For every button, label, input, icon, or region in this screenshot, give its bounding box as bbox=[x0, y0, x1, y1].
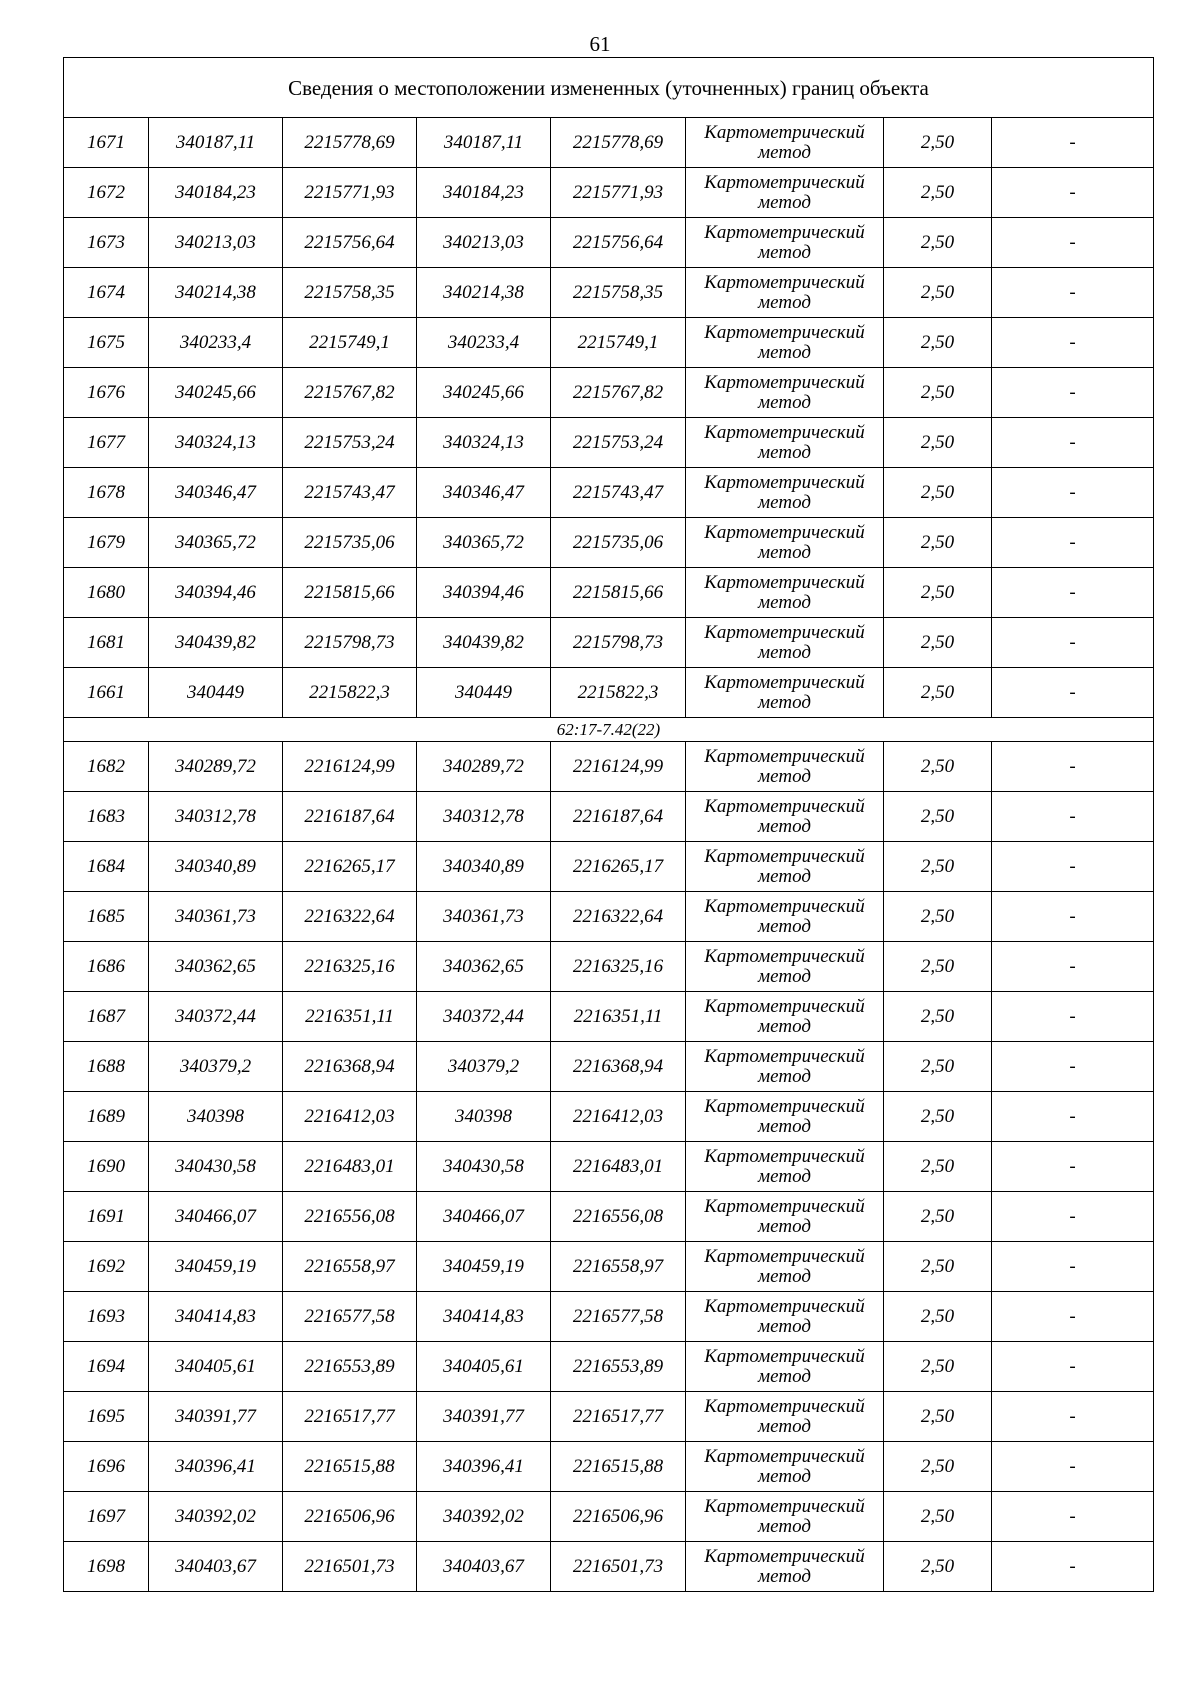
y-new-cell: 2216577,58 bbox=[551, 1292, 686, 1342]
accuracy-cell: 2,50 bbox=[884, 1342, 992, 1392]
x-existing-cell: 340398 bbox=[149, 1092, 283, 1142]
determination-method-cell: Картометрический метод bbox=[686, 1392, 884, 1442]
y-new-cell: 2215735,06 bbox=[551, 518, 686, 568]
y-new-cell: 2216515,88 bbox=[551, 1442, 686, 1492]
x-existing-cell: 340372,44 bbox=[149, 992, 283, 1042]
y-new-cell: 2215753,24 bbox=[551, 418, 686, 468]
x-existing-cell: 340187,11 bbox=[149, 118, 283, 168]
point-number-cell: 1679 bbox=[64, 518, 149, 568]
accuracy-cell: 2,50 bbox=[884, 168, 992, 218]
x-existing-cell: 340289,72 bbox=[149, 742, 283, 792]
x-existing-cell: 340233,4 bbox=[149, 318, 283, 368]
x-existing-cell: 340361,73 bbox=[149, 892, 283, 942]
determination-method-cell: Картометрический метод bbox=[686, 1492, 884, 1542]
y-new-cell: 2216124,99 bbox=[551, 742, 686, 792]
table-row bbox=[64, 1342, 1154, 1392]
description-cell: - bbox=[992, 1492, 1154, 1542]
x-existing-cell: 340449 bbox=[149, 668, 283, 718]
description-cell: - bbox=[992, 1192, 1154, 1242]
y-new-cell: 2216501,73 bbox=[551, 1542, 686, 1592]
y-existing-cell: 2216553,89 bbox=[283, 1342, 417, 1392]
y-existing-cell: 2216187,64 bbox=[283, 792, 417, 842]
table-row bbox=[64, 468, 1154, 518]
point-number-cell: 1674 bbox=[64, 268, 149, 318]
y-new-cell: 2215767,82 bbox=[551, 368, 686, 418]
y-new-cell: 2216265,17 bbox=[551, 842, 686, 892]
description-cell: - bbox=[992, 792, 1154, 842]
description-cell: - bbox=[992, 892, 1154, 942]
table-row bbox=[64, 1242, 1154, 1292]
determination-method-cell: Картометрический метод bbox=[686, 1242, 884, 1292]
x-new-cell: 340324,13 bbox=[417, 418, 551, 468]
description-cell: - bbox=[992, 368, 1154, 418]
table-row bbox=[64, 268, 1154, 318]
x-new-cell: 340439,82 bbox=[417, 618, 551, 668]
point-number-cell: 1678 bbox=[64, 468, 149, 518]
description-cell: - bbox=[992, 1542, 1154, 1592]
point-number-cell: 1683 bbox=[64, 792, 149, 842]
y-existing-cell: 2216558,97 bbox=[283, 1242, 417, 1292]
description-cell: - bbox=[992, 668, 1154, 718]
x-new-cell: 340396,41 bbox=[417, 1442, 551, 1492]
table-row bbox=[64, 1192, 1154, 1242]
point-number-cell: 1688 bbox=[64, 1042, 149, 1092]
y-existing-cell: 2215749,1 bbox=[283, 318, 417, 368]
accuracy-cell: 2,50 bbox=[884, 792, 992, 842]
x-existing-cell: 340379,2 bbox=[149, 1042, 283, 1092]
y-new-cell: 2216556,08 bbox=[551, 1192, 686, 1242]
y-existing-cell: 2216325,16 bbox=[283, 942, 417, 992]
description-cell: - bbox=[992, 1242, 1154, 1292]
x-existing-cell: 340245,66 bbox=[149, 368, 283, 418]
x-new-cell: 340346,47 bbox=[417, 468, 551, 518]
x-existing-cell: 340396,41 bbox=[149, 1442, 283, 1492]
table-row bbox=[64, 1392, 1154, 1442]
y-new-cell: 2216553,89 bbox=[551, 1342, 686, 1392]
description-cell: - bbox=[992, 1092, 1154, 1142]
point-number-cell: 1692 bbox=[64, 1242, 149, 1292]
table-row bbox=[64, 1042, 1154, 1092]
determination-method-cell: Картометрический метод bbox=[686, 118, 884, 168]
cadastral-block-label: 62:17-7.42(22) bbox=[64, 718, 1154, 742]
accuracy-cell: 2,50 bbox=[884, 942, 992, 992]
x-new-cell: 340398 bbox=[417, 1092, 551, 1142]
y-existing-cell: 2216351,11 bbox=[283, 992, 417, 1042]
x-existing-cell: 340213,03 bbox=[149, 218, 283, 268]
determination-method-cell: Картометрический метод bbox=[686, 892, 884, 942]
determination-method-cell: Картометрический метод bbox=[686, 842, 884, 892]
determination-method-cell: Картометрический метод bbox=[686, 618, 884, 668]
accuracy-cell: 2,50 bbox=[884, 892, 992, 942]
point-number-cell: 1691 bbox=[64, 1192, 149, 1242]
x-existing-cell: 340439,82 bbox=[149, 618, 283, 668]
point-number-cell: 1686 bbox=[64, 942, 149, 992]
y-existing-cell: 2215767,82 bbox=[283, 368, 417, 418]
y-existing-cell: 2216515,88 bbox=[283, 1442, 417, 1492]
x-new-cell: 340361,73 bbox=[417, 892, 551, 942]
x-new-cell: 340233,4 bbox=[417, 318, 551, 368]
y-new-cell: 2215815,66 bbox=[551, 568, 686, 618]
description-cell: - bbox=[992, 418, 1154, 468]
table-title-row bbox=[64, 58, 1154, 118]
description-cell: - bbox=[992, 468, 1154, 518]
point-number-cell: 1694 bbox=[64, 1342, 149, 1392]
x-new-cell: 340214,38 bbox=[417, 268, 551, 318]
determination-method-cell: Картометрический метод bbox=[686, 1142, 884, 1192]
y-new-cell: 2216483,01 bbox=[551, 1142, 686, 1192]
x-existing-cell: 340324,13 bbox=[149, 418, 283, 468]
description-cell: - bbox=[992, 1042, 1154, 1092]
x-existing-cell: 340405,61 bbox=[149, 1342, 283, 1392]
determination-method-cell: Картометрический метод bbox=[686, 1342, 884, 1392]
accuracy-cell: 2,50 bbox=[884, 1292, 992, 1342]
x-existing-cell: 340362,65 bbox=[149, 942, 283, 992]
description-cell: - bbox=[992, 742, 1154, 792]
x-new-cell: 340430,58 bbox=[417, 1142, 551, 1192]
y-new-cell: 2215758,35 bbox=[551, 268, 686, 318]
accuracy-cell: 2,50 bbox=[884, 1392, 992, 1442]
description-cell: - bbox=[992, 1392, 1154, 1442]
table-row bbox=[64, 1292, 1154, 1342]
x-existing-cell: 340312,78 bbox=[149, 792, 283, 842]
determination-method-cell: Картометрический метод bbox=[686, 318, 884, 368]
y-new-cell: 2215749,1 bbox=[551, 318, 686, 368]
y-new-cell: 2216412,03 bbox=[551, 1092, 686, 1142]
description-cell: - bbox=[992, 518, 1154, 568]
accuracy-cell: 2,50 bbox=[884, 1442, 992, 1492]
x-new-cell: 340449 bbox=[417, 668, 551, 718]
accuracy-cell: 2,50 bbox=[884, 468, 992, 518]
y-existing-cell: 2216265,17 bbox=[283, 842, 417, 892]
x-existing-cell: 340346,47 bbox=[149, 468, 283, 518]
x-new-cell: 340394,46 bbox=[417, 568, 551, 618]
x-existing-cell: 340391,77 bbox=[149, 1392, 283, 1442]
x-new-cell: 340340,89 bbox=[417, 842, 551, 892]
x-new-cell: 340466,07 bbox=[417, 1192, 551, 1242]
table-row bbox=[64, 168, 1154, 218]
point-number-cell: 1671 bbox=[64, 118, 149, 168]
description-cell: - bbox=[992, 842, 1154, 892]
y-new-cell: 2216325,16 bbox=[551, 942, 686, 992]
table-row bbox=[64, 1442, 1154, 1492]
x-new-cell: 340213,03 bbox=[417, 218, 551, 268]
accuracy-cell: 2,50 bbox=[884, 1042, 992, 1092]
point-number-cell: 1676 bbox=[64, 368, 149, 418]
point-number-cell: 1681 bbox=[64, 618, 149, 668]
x-new-cell: 340403,67 bbox=[417, 1542, 551, 1592]
determination-method-cell: Картометрический метод bbox=[686, 942, 884, 992]
y-existing-cell: 2216506,96 bbox=[283, 1492, 417, 1542]
point-number-cell: 1684 bbox=[64, 842, 149, 892]
point-number-cell: 1687 bbox=[64, 992, 149, 1042]
determination-method-cell: Картометрический метод bbox=[686, 1092, 884, 1142]
y-existing-cell: 2216556,08 bbox=[283, 1192, 417, 1242]
table-row bbox=[64, 668, 1154, 718]
accuracy-cell: 2,50 bbox=[884, 668, 992, 718]
y-existing-cell: 2215753,24 bbox=[283, 418, 417, 468]
determination-method-cell: Картометрический метод bbox=[686, 742, 884, 792]
determination-method-cell: Картометрический метод bbox=[686, 1442, 884, 1492]
description-cell: - bbox=[992, 168, 1154, 218]
determination-method-cell: Картометрический метод bbox=[686, 518, 884, 568]
determination-method-cell: Картометрический метод bbox=[686, 792, 884, 842]
point-number-cell: 1677 bbox=[64, 418, 149, 468]
x-new-cell: 340184,23 bbox=[417, 168, 551, 218]
y-new-cell: 2216351,11 bbox=[551, 992, 686, 1042]
x-new-cell: 340391,77 bbox=[417, 1392, 551, 1442]
table-row bbox=[64, 518, 1154, 568]
x-new-cell: 340362,65 bbox=[417, 942, 551, 992]
x-existing-cell: 340214,38 bbox=[149, 268, 283, 318]
determination-method-cell: Картометрический метод bbox=[686, 418, 884, 468]
point-number-cell: 1685 bbox=[64, 892, 149, 942]
table-row bbox=[64, 368, 1154, 418]
table-title: Сведения о местоположении измененных (уточненных) границ объекта bbox=[64, 58, 1154, 118]
table-row bbox=[64, 992, 1154, 1042]
y-existing-cell: 2216501,73 bbox=[283, 1542, 417, 1592]
point-number-cell: 1673 bbox=[64, 218, 149, 268]
table-row bbox=[64, 792, 1154, 842]
description-cell: - bbox=[992, 942, 1154, 992]
y-existing-cell: 2215743,47 bbox=[283, 468, 417, 518]
accuracy-cell: 2,50 bbox=[884, 1092, 992, 1142]
table-row bbox=[64, 318, 1154, 368]
x-existing-cell: 340184,23 bbox=[149, 168, 283, 218]
y-existing-cell: 2216577,58 bbox=[283, 1292, 417, 1342]
description-cell: - bbox=[992, 268, 1154, 318]
accuracy-cell: 2,50 bbox=[884, 418, 992, 468]
y-existing-cell: 2215771,93 bbox=[283, 168, 417, 218]
y-existing-cell: 2216517,77 bbox=[283, 1392, 417, 1442]
table-row bbox=[64, 1542, 1154, 1592]
table-row bbox=[64, 218, 1154, 268]
determination-method-cell: Картометрический метод bbox=[686, 992, 884, 1042]
point-number-cell: 1682 bbox=[64, 742, 149, 792]
x-new-cell: 340187,11 bbox=[417, 118, 551, 168]
determination-method-cell: Картометрический метод bbox=[686, 1042, 884, 1092]
determination-method-cell: Картометрический метод bbox=[686, 668, 884, 718]
x-new-cell: 340459,19 bbox=[417, 1242, 551, 1292]
point-number-cell: 1693 bbox=[64, 1292, 149, 1342]
description-cell: - bbox=[992, 318, 1154, 368]
point-number-cell: 1680 bbox=[64, 568, 149, 618]
point-number-cell: 1698 bbox=[64, 1542, 149, 1592]
y-new-cell: 2216368,94 bbox=[551, 1042, 686, 1092]
accuracy-cell: 2,50 bbox=[884, 518, 992, 568]
accuracy-cell: 2,50 bbox=[884, 218, 992, 268]
x-existing-cell: 340414,83 bbox=[149, 1292, 283, 1342]
section-header-row bbox=[64, 718, 1154, 742]
point-number-cell: 1696 bbox=[64, 1442, 149, 1492]
y-existing-cell: 2215822,3 bbox=[283, 668, 417, 718]
y-new-cell: 2216558,97 bbox=[551, 1242, 686, 1292]
description-cell: - bbox=[992, 618, 1154, 668]
x-new-cell: 340289,72 bbox=[417, 742, 551, 792]
determination-method-cell: Картометрический метод bbox=[686, 1542, 884, 1592]
accuracy-cell: 2,50 bbox=[884, 368, 992, 418]
determination-method-cell: Картометрический метод bbox=[686, 168, 884, 218]
table-row bbox=[64, 742, 1154, 792]
x-new-cell: 340245,66 bbox=[417, 368, 551, 418]
x-new-cell: 340365,72 bbox=[417, 518, 551, 568]
y-new-cell: 2216517,77 bbox=[551, 1392, 686, 1442]
table-row bbox=[64, 1142, 1154, 1192]
x-existing-cell: 340394,46 bbox=[149, 568, 283, 618]
y-existing-cell: 2216124,99 bbox=[283, 742, 417, 792]
x-new-cell: 340392,02 bbox=[417, 1492, 551, 1542]
table-row bbox=[64, 842, 1154, 892]
point-number-cell: 1672 bbox=[64, 168, 149, 218]
description-cell: - bbox=[992, 1342, 1154, 1392]
description-cell: - bbox=[992, 218, 1154, 268]
description-cell: - bbox=[992, 1442, 1154, 1492]
determination-method-cell: Картометрический метод bbox=[686, 1192, 884, 1242]
y-new-cell: 2215743,47 bbox=[551, 468, 686, 518]
determination-method-cell: Картометрический метод bbox=[686, 468, 884, 518]
x-existing-cell: 340466,07 bbox=[149, 1192, 283, 1242]
accuracy-cell: 2,50 bbox=[884, 842, 992, 892]
determination-method-cell: Картометрический метод bbox=[686, 568, 884, 618]
determination-method-cell: Картометрический метод bbox=[686, 1292, 884, 1342]
table-row bbox=[64, 1092, 1154, 1142]
accuracy-cell: 2,50 bbox=[884, 1192, 992, 1242]
accuracy-cell: 2,50 bbox=[884, 618, 992, 668]
accuracy-cell: 2,50 bbox=[884, 992, 992, 1042]
y-existing-cell: 2215815,66 bbox=[283, 568, 417, 618]
y-new-cell: 2216322,64 bbox=[551, 892, 686, 942]
table-row bbox=[64, 568, 1154, 618]
y-existing-cell: 2215778,69 bbox=[283, 118, 417, 168]
y-new-cell: 2216506,96 bbox=[551, 1492, 686, 1542]
description-cell: - bbox=[992, 1142, 1154, 1192]
point-number-cell: 1697 bbox=[64, 1492, 149, 1542]
accuracy-cell: 2,50 bbox=[884, 1492, 992, 1542]
y-existing-cell: 2216322,64 bbox=[283, 892, 417, 942]
description-cell: - bbox=[992, 992, 1154, 1042]
point-number-cell: 1675 bbox=[64, 318, 149, 368]
table-row bbox=[64, 892, 1154, 942]
description-cell: - bbox=[992, 568, 1154, 618]
accuracy-cell: 2,50 bbox=[884, 268, 992, 318]
table-row bbox=[64, 618, 1154, 668]
y-existing-cell: 2216412,03 bbox=[283, 1092, 417, 1142]
y-new-cell: 2215822,3 bbox=[551, 668, 686, 718]
accuracy-cell: 2,50 bbox=[884, 118, 992, 168]
y-new-cell: 2215771,93 bbox=[551, 168, 686, 218]
x-new-cell: 340379,2 bbox=[417, 1042, 551, 1092]
y-new-cell: 2215778,69 bbox=[551, 118, 686, 168]
accuracy-cell: 2,50 bbox=[884, 1242, 992, 1292]
description-cell: - bbox=[992, 1292, 1154, 1342]
x-existing-cell: 340340,89 bbox=[149, 842, 283, 892]
y-new-cell: 2216187,64 bbox=[551, 792, 686, 842]
x-new-cell: 340312,78 bbox=[417, 792, 551, 842]
accuracy-cell: 2,50 bbox=[884, 1142, 992, 1192]
x-new-cell: 340414,83 bbox=[417, 1292, 551, 1342]
x-existing-cell: 340430,58 bbox=[149, 1142, 283, 1192]
y-existing-cell: 2215756,64 bbox=[283, 218, 417, 268]
y-existing-cell: 2216483,01 bbox=[283, 1142, 417, 1192]
accuracy-cell: 2,50 bbox=[884, 318, 992, 368]
y-new-cell: 2215798,73 bbox=[551, 618, 686, 668]
accuracy-cell: 2,50 bbox=[884, 742, 992, 792]
x-existing-cell: 340365,72 bbox=[149, 518, 283, 568]
x-existing-cell: 340403,67 bbox=[149, 1542, 283, 1592]
x-new-cell: 340372,44 bbox=[417, 992, 551, 1042]
point-number-cell: 1695 bbox=[64, 1392, 149, 1442]
x-new-cell: 340405,61 bbox=[417, 1342, 551, 1392]
point-number-cell: 1690 bbox=[64, 1142, 149, 1192]
table-row bbox=[64, 942, 1154, 992]
accuracy-cell: 2,50 bbox=[884, 1542, 992, 1592]
y-existing-cell: 2216368,94 bbox=[283, 1042, 417, 1092]
determination-method-cell: Картометрический метод bbox=[686, 268, 884, 318]
boundary-coordinates-table bbox=[63, 57, 1154, 1592]
x-existing-cell: 340392,02 bbox=[149, 1492, 283, 1542]
point-number-cell: 1661 bbox=[64, 668, 149, 718]
table-row bbox=[64, 118, 1154, 168]
x-existing-cell: 340459,19 bbox=[149, 1242, 283, 1292]
y-existing-cell: 2215798,73 bbox=[283, 618, 417, 668]
point-number-cell: 1689 bbox=[64, 1092, 149, 1142]
page-number: 61 bbox=[589, 32, 611, 56]
y-new-cell: 2215756,64 bbox=[551, 218, 686, 268]
table-row bbox=[64, 1492, 1154, 1542]
accuracy-cell: 2,50 bbox=[884, 568, 992, 618]
determination-method-cell: Картометрический метод bbox=[686, 218, 884, 268]
determination-method-cell: Картометрический метод bbox=[686, 368, 884, 418]
table-row bbox=[64, 418, 1154, 468]
y-existing-cell: 2215758,35 bbox=[283, 268, 417, 318]
y-existing-cell: 2215735,06 bbox=[283, 518, 417, 568]
table-body bbox=[64, 58, 1154, 1592]
description-cell: - bbox=[992, 118, 1154, 168]
